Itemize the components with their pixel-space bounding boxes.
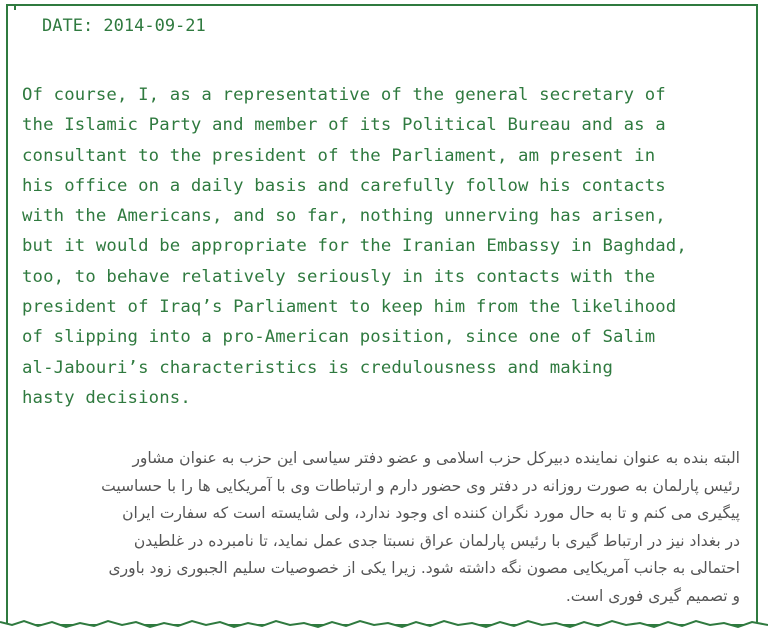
english-line: Of course, I, as a representative of the general secretary of [22,85,666,105]
english-line: but it would be appropriate for the Iranian Embassy in Baghdad, [22,236,687,257]
english-line: the Islamic Party and member of its Political Bureau and as a [22,115,666,136]
english-line: hasty decisions. [22,387,191,408]
persian-line: در بغداد نیز در ارتباط گیری با رئیس پارلمان عراق نسبتا جدی عمل نماید، تا نامبرده در غلطیدن [133,531,740,550]
persian-line: البته بنده به عنوان نماینده دبیرکل حزب اسلامی و عضو دفتر سیاسی این حزب به عنوان مشاور [132,449,740,467]
torn-paper-edge [0,618,768,640]
english-line: president of Iraq’s Parliament to keep him from the likelihood [22,297,677,318]
date-line: DATE: 2014-09-21 [42,16,206,36]
english-line: consultant to the president of the Parliament, am present in [22,145,656,166]
english-translation [22,80,752,413]
english-line: too, to behave relatively seriously in its contacts with the [22,266,656,287]
persian-original-text [20,445,740,611]
persian-line: پیگیری می کنم و تا به حال مورد نگران کننده ای وجود ندارد، ولی شایسته است که سفارت ایران [122,504,740,523]
english-line: al-Jabouri’s characteristics is credulousness and making [22,357,614,378]
english-line: his office on a daily basis and carefully follow his contacts [22,175,666,196]
frame-tick [14,4,16,10]
english-line: of slipping into a pro-American position, since one of Salim [22,327,656,348]
persian-line: رئیس پارلمان به صورت روزانه در دفتر وی حضور دارم و ارتباطات وی با آمریکایی ها را با حساسیت [101,476,740,495]
persian-line: احتمالی به جانب آمریکایی مصون نگه داشته شود. زیرا یکی از خصوصیات سلیم الجبوری زود باوری [108,559,740,578]
persian-line: و تصمیم گیری فوری است. [565,586,740,605]
english-line: with the Americans, and so far, nothing unnerving has arisen, [22,206,666,227]
